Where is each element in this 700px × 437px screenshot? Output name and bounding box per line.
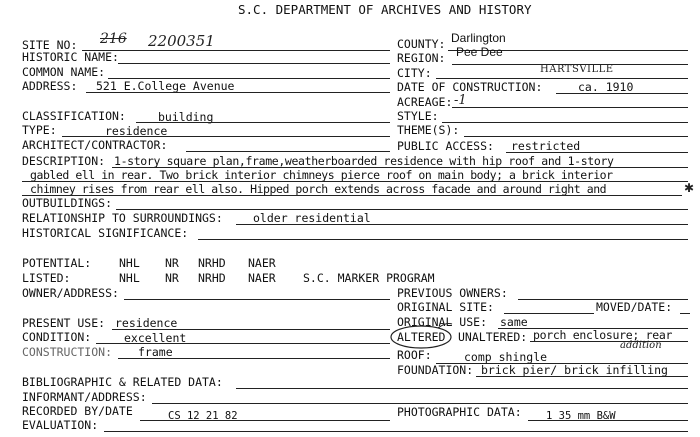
description-line-3: chimney rises from rear ell also. Hipped porch extends across facade and around right and	[30, 182, 607, 196]
historic-name-line	[118, 63, 390, 64]
altered-label: ALTERED	[397, 330, 446, 344]
bibliographic-label: BIBLIOGRAPHIC & RELATED DATA:	[22, 375, 223, 389]
date-label: DATE OF CONSTRUCTION:	[397, 80, 543, 94]
city-label: CITY:	[397, 66, 432, 80]
recorded-label: RECORDED BY/DATE	[22, 404, 133, 418]
original-use-value: same	[500, 315, 528, 329]
present-use-label: PRESENT USE:	[22, 316, 106, 330]
potential-nr: NR	[165, 256, 179, 270]
moved-date-label: MOVED/DATE:	[596, 300, 673, 314]
relationship-label: RELATIONSHIP TO SURROUNDINGS:	[22, 211, 223, 225]
informant-line	[152, 403, 688, 404]
altered-circle-mark	[390, 320, 460, 350]
county-value: Darlington	[451, 31, 506, 45]
description-line-1: 1-story square plan,frame,weatherboarded residence with hip roof and 1-story	[114, 154, 614, 168]
condition-line	[96, 343, 390, 344]
city-value: HARTSVILLE	[540, 64, 614, 75]
bibliographic-line	[236, 388, 688, 389]
potential-label: POTENTIAL:	[22, 256, 92, 270]
region-label: REGION:	[397, 51, 446, 65]
city-line	[436, 78, 688, 79]
style-line	[442, 122, 688, 123]
type-label: TYPE:	[22, 123, 57, 137]
acreage-value: -1	[454, 93, 467, 108]
foundation-line	[476, 376, 688, 377]
outbuildings-label: OUTBUILDINGS:	[22, 196, 113, 210]
public-access-line	[506, 152, 688, 153]
listed-naer: NAER	[248, 271, 276, 285]
classification-value: building	[158, 110, 214, 124]
site-no-value: 2200351	[148, 32, 215, 50]
potential-nhl: NHL	[119, 256, 140, 270]
classification-label: CLASSIFICATION:	[22, 109, 126, 123]
style-label: STYLE:	[397, 109, 439, 123]
recorded-value: CS 12 21 82	[168, 410, 238, 422]
present-use-line	[112, 329, 390, 330]
condition-value: excellent	[124, 331, 187, 345]
site-no-old: 216	[100, 31, 127, 47]
county-label: COUNTY:	[397, 37, 446, 51]
previous-owners-label: PREVIOUS OWNERS:	[397, 286, 508, 300]
theme-line	[464, 136, 688, 137]
altered-value: porch enclosure; rear	[533, 328, 673, 342]
address-value: 521 E.College Avenue	[96, 79, 235, 93]
listed-nr: NR	[165, 271, 179, 285]
relationship-line	[236, 224, 688, 225]
listed-label: LISTED:	[22, 271, 71, 285]
condition-label: CONDITION:	[22, 330, 92, 344]
listed-nhl: NHL	[119, 271, 140, 285]
listed-nrhd: NRHD	[198, 271, 226, 285]
informant-label: INFORMANT/ADDRESS:	[22, 390, 147, 404]
owner-line	[124, 299, 390, 300]
outbuildings-line	[116, 209, 688, 210]
historic-name-label: HISTORIC NAME:	[22, 50, 119, 64]
theme-label: THEME(S):	[397, 123, 460, 137]
photographic-label: PHOTOGRAPHIC DATA:	[397, 405, 522, 419]
date-value: ca. 1910	[578, 80, 634, 94]
altered-line	[530, 341, 688, 342]
construction-value: frame	[138, 345, 173, 359]
significance-line	[198, 239, 688, 240]
acreage-line	[452, 107, 688, 108]
site-no-line	[82, 50, 390, 51]
recorded-line	[140, 420, 390, 421]
description-underline-3	[22, 195, 682, 196]
moved-date-line	[680, 313, 690, 314]
original-site-line	[504, 313, 594, 314]
photographic-line	[528, 420, 688, 421]
roof-value: comp shingle	[464, 350, 548, 364]
address-line	[86, 92, 390, 93]
roof-label: ROOF:	[397, 348, 432, 362]
public-access-value: restricted	[511, 139, 581, 153]
original-use-label: ORIGINAL USE:	[397, 315, 488, 329]
altered-handwritten-note: addition	[620, 340, 662, 351]
significance-label: HISTORICAL SIGNIFICANCE:	[22, 226, 189, 240]
region-value: Pee Dee	[456, 45, 503, 59]
address-label: ADDRESS:	[22, 79, 78, 93]
architect-line	[186, 151, 390, 152]
description-asterisk-mark: ✱	[684, 181, 695, 195]
evaluation-line	[104, 431, 688, 432]
foundation-label: FOUNDATION:	[397, 363, 474, 377]
classification-line	[136, 122, 390, 123]
evaluation-label: EVALUATION:	[22, 418, 99, 432]
architect-label: ARCHITECT/CONTRACTOR:	[22, 138, 168, 152]
original-site-label: ORIGINAL SITE:	[397, 300, 494, 314]
potential-naer: NAER	[248, 256, 276, 270]
relationship-value: older residential	[253, 211, 371, 225]
type-value: residence	[105, 124, 168, 138]
description-label: DESCRIPTION:	[22, 154, 106, 168]
present-use-value: residence	[115, 316, 178, 330]
marker-program: S.C. MARKER PROGRAM	[303, 271, 435, 285]
potential-nrhd: NRHD	[198, 256, 226, 270]
description-line-2: gabled ell in rear. Two brick interior chimneys pierce roof on main body; a brick interior	[30, 168, 613, 182]
date-line	[556, 93, 688, 94]
foundation-value: brick pier/ brick infilling	[481, 363, 668, 377]
common-name-label: COMMON NAME:	[22, 65, 106, 79]
page-title: S.C. DEPARTMENT OF ARCHIVES AND HISTORY	[238, 2, 532, 17]
construction-line	[118, 358, 390, 359]
owner-label: OWNER/ADDRESS:	[22, 286, 119, 300]
public-access-label: PUBLIC ACCESS:	[397, 139, 494, 153]
unaltered-label: UNALTERED:	[458, 330, 528, 344]
photographic-value: 1 35 mm B&W	[546, 410, 616, 422]
type-line	[62, 136, 390, 137]
acreage-label: ACREAGE:	[397, 95, 453, 109]
site-no-label: SITE NO:	[22, 38, 78, 52]
construction-label: CONSTRUCTION:	[22, 345, 113, 359]
